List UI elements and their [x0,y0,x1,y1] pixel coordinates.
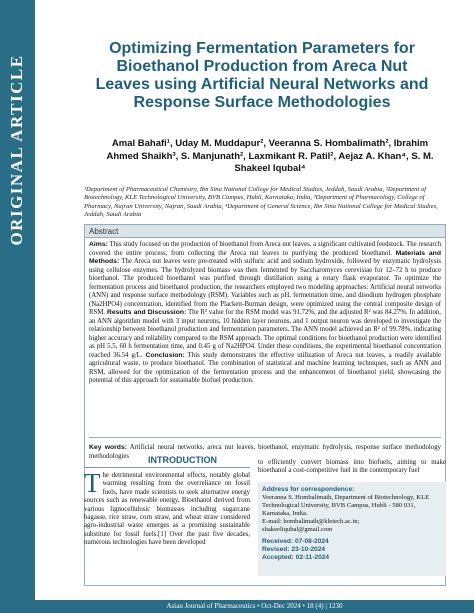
affiliations: ¹Department of Pharmaceutical Chemistry, Ibn Sina National College for Medical Studies, Jeddah, Saudi Arabia, ²Department of Biotechnology, KLE Technological University, BVB Campus, Hubli, Karnataka, India, ³Department of Pharmacology, College of Pharmacy, Najran University, Najran, Saudi Arabia, ⁴Department of General Science, Ibn Sina National College for Medical Studies, Jeddah, Saudi Arabia [84,186,438,218]
introduction-body: he detrimental environmental effects, notably global warming resulting from the overreliance on fossil fuels, have made scientists to seek alternative energy sources such as renewable energy. Bioethanol derived from various lignocellulosic biomasses including sugarcane bagasse, rice straw, corn straw, and wheat straw considered agro-industrial waste emerges as a promising sustainable substitute for fossil fuels.[1] Over the past five decades, numerous technologies have been developed [84,472,250,547]
keywords [89,437,441,461]
aims-label: Aims: [89,241,108,248]
divider [84,467,250,468]
right-column-text: to efficiently convert biomass into biofuels, aiming to make bioethanol a cost-competitive fuel in the contemporary fuel [258,459,446,475]
methods-text: The Areca nut leaves were pre-treated with sulfuric acid and sodium hydroxide, followed by enzymatic hydrolysis using cellulose enzymes. The hydrolyzed biomass was then fermented by Saccharomyces cerevisiae for 12–72 h to produce bioethanol. The produced bioethanol was purified through distillation using a rotary flask evaporator. To optimize the fermentation process and bioethanol production, the researchers employed two modeling approaches: Artificial neural networks (ANN) and response surface methodology (RSM). Variables such as pH, fermentation time, and disodium hydrogen phosphate (Na2HPO4) concentration, identified from the Plackett-Burman design, were optimized using the central composite design of RSM. [89,258,441,316]
drop-cap: T [84,468,101,498]
author-list: Amal Bahafi¹, Uday M. Muddapur², Veeranna S. Hombalimath², Ibrahim Ahmed Shaikh³, S. Manjunath², Laxmikant R. Patil², Aejaz A. Khan⁴, S. M. Shakeel Iqubal⁴ [106,138,434,174]
abstract-body [89,241,441,386]
introduction-heading: INTRODUCTION [148,455,217,465]
journal-footer: Asian Journal of Pharmaceutics • Oct-Dec 2024 • 18 (4) | 1230 [35,600,474,613]
keywords-label: Key words: [89,444,127,451]
correspondence-heading: Address for correspondence: [262,486,355,493]
received-date: Received: 07-08-2024 [262,538,329,545]
methods-label: Materials and Methods: [89,249,441,265]
abstract-heading: Abstract [85,225,445,238]
introduction-text [84,468,250,548]
aims-text: This study focused on the production of bioethanol from Areca nut leaves, a significant cultivated feedstock. The research covered the entire process, from collecting the Areca nut leaves to purifying the produced bioethanol. [89,241,441,257]
sidebar-band [0,0,35,613]
paper-title: Optimizing Fermentation Parameters for Bioethanol Production from Areca Nut Leaves using Artificial Neural Networks and Response Surface Methodologies [95,40,429,111]
keywords-text: Artificial neural networks, areca nut leaves, bioethanol, enzymatic hydrolysis, response surface methodology methodologies [89,444,441,460]
conclusion-label: Conclusion: [145,351,185,359]
results-text: The R² value for the RSM model was 91.72%, and the adjusted R² was 84.27%. In addition, an ANN algorithm model with 3 input neurons, 10 hidden layer neurons, and 1 output neuron was developed to investigate the relationship between bioethanol production and fermentation parameters. The ANN model achieved an R² of 99.78%, indicating higher accuracy and reliability compared to the RSM approach. The optimal conditions for bioethanol production were identified as pH 5.5, 60 h fermentation time, and 0.45 g of Na2HPO4. Under these conditions, the experimental bioethanol concentration reached 36.54 g/L. [89,309,442,359]
correspondence-email-2: shakeeliqubal@gmail.com [262,526,333,533]
correspondence-name: Veeranna S. Hombalimath, Department of Biotechnology, KLE Technological University, BVB Campus, Hubli - 580 031, Karnataka, India. [262,494,430,517]
article-type-label: ORIGINAL ARTICLE [7,54,26,246]
correspondence-email-1: E-mail: hombalimath@kletech.ac.in; [262,518,360,525]
conclusion-text: This study demonstrates the effective utilization of Areca nut leaves, a readily available agricultural waste, to produce bioethanol. The combination of statistical and machine learning techniques, such as ANN and RSM, allowed for the optimization of the fermentation process and the enhancement of bioethanol yield, showcasing the potential of this approach for sustainable biofuel production. [89,351,441,384]
accepted-date: Accepted: 02-11-2024 [262,554,330,561]
results-label: Results and Discussion: [106,309,187,316]
correspondence-box [258,482,446,576]
revised-date: Revised: 23-10-2024 [262,546,326,553]
